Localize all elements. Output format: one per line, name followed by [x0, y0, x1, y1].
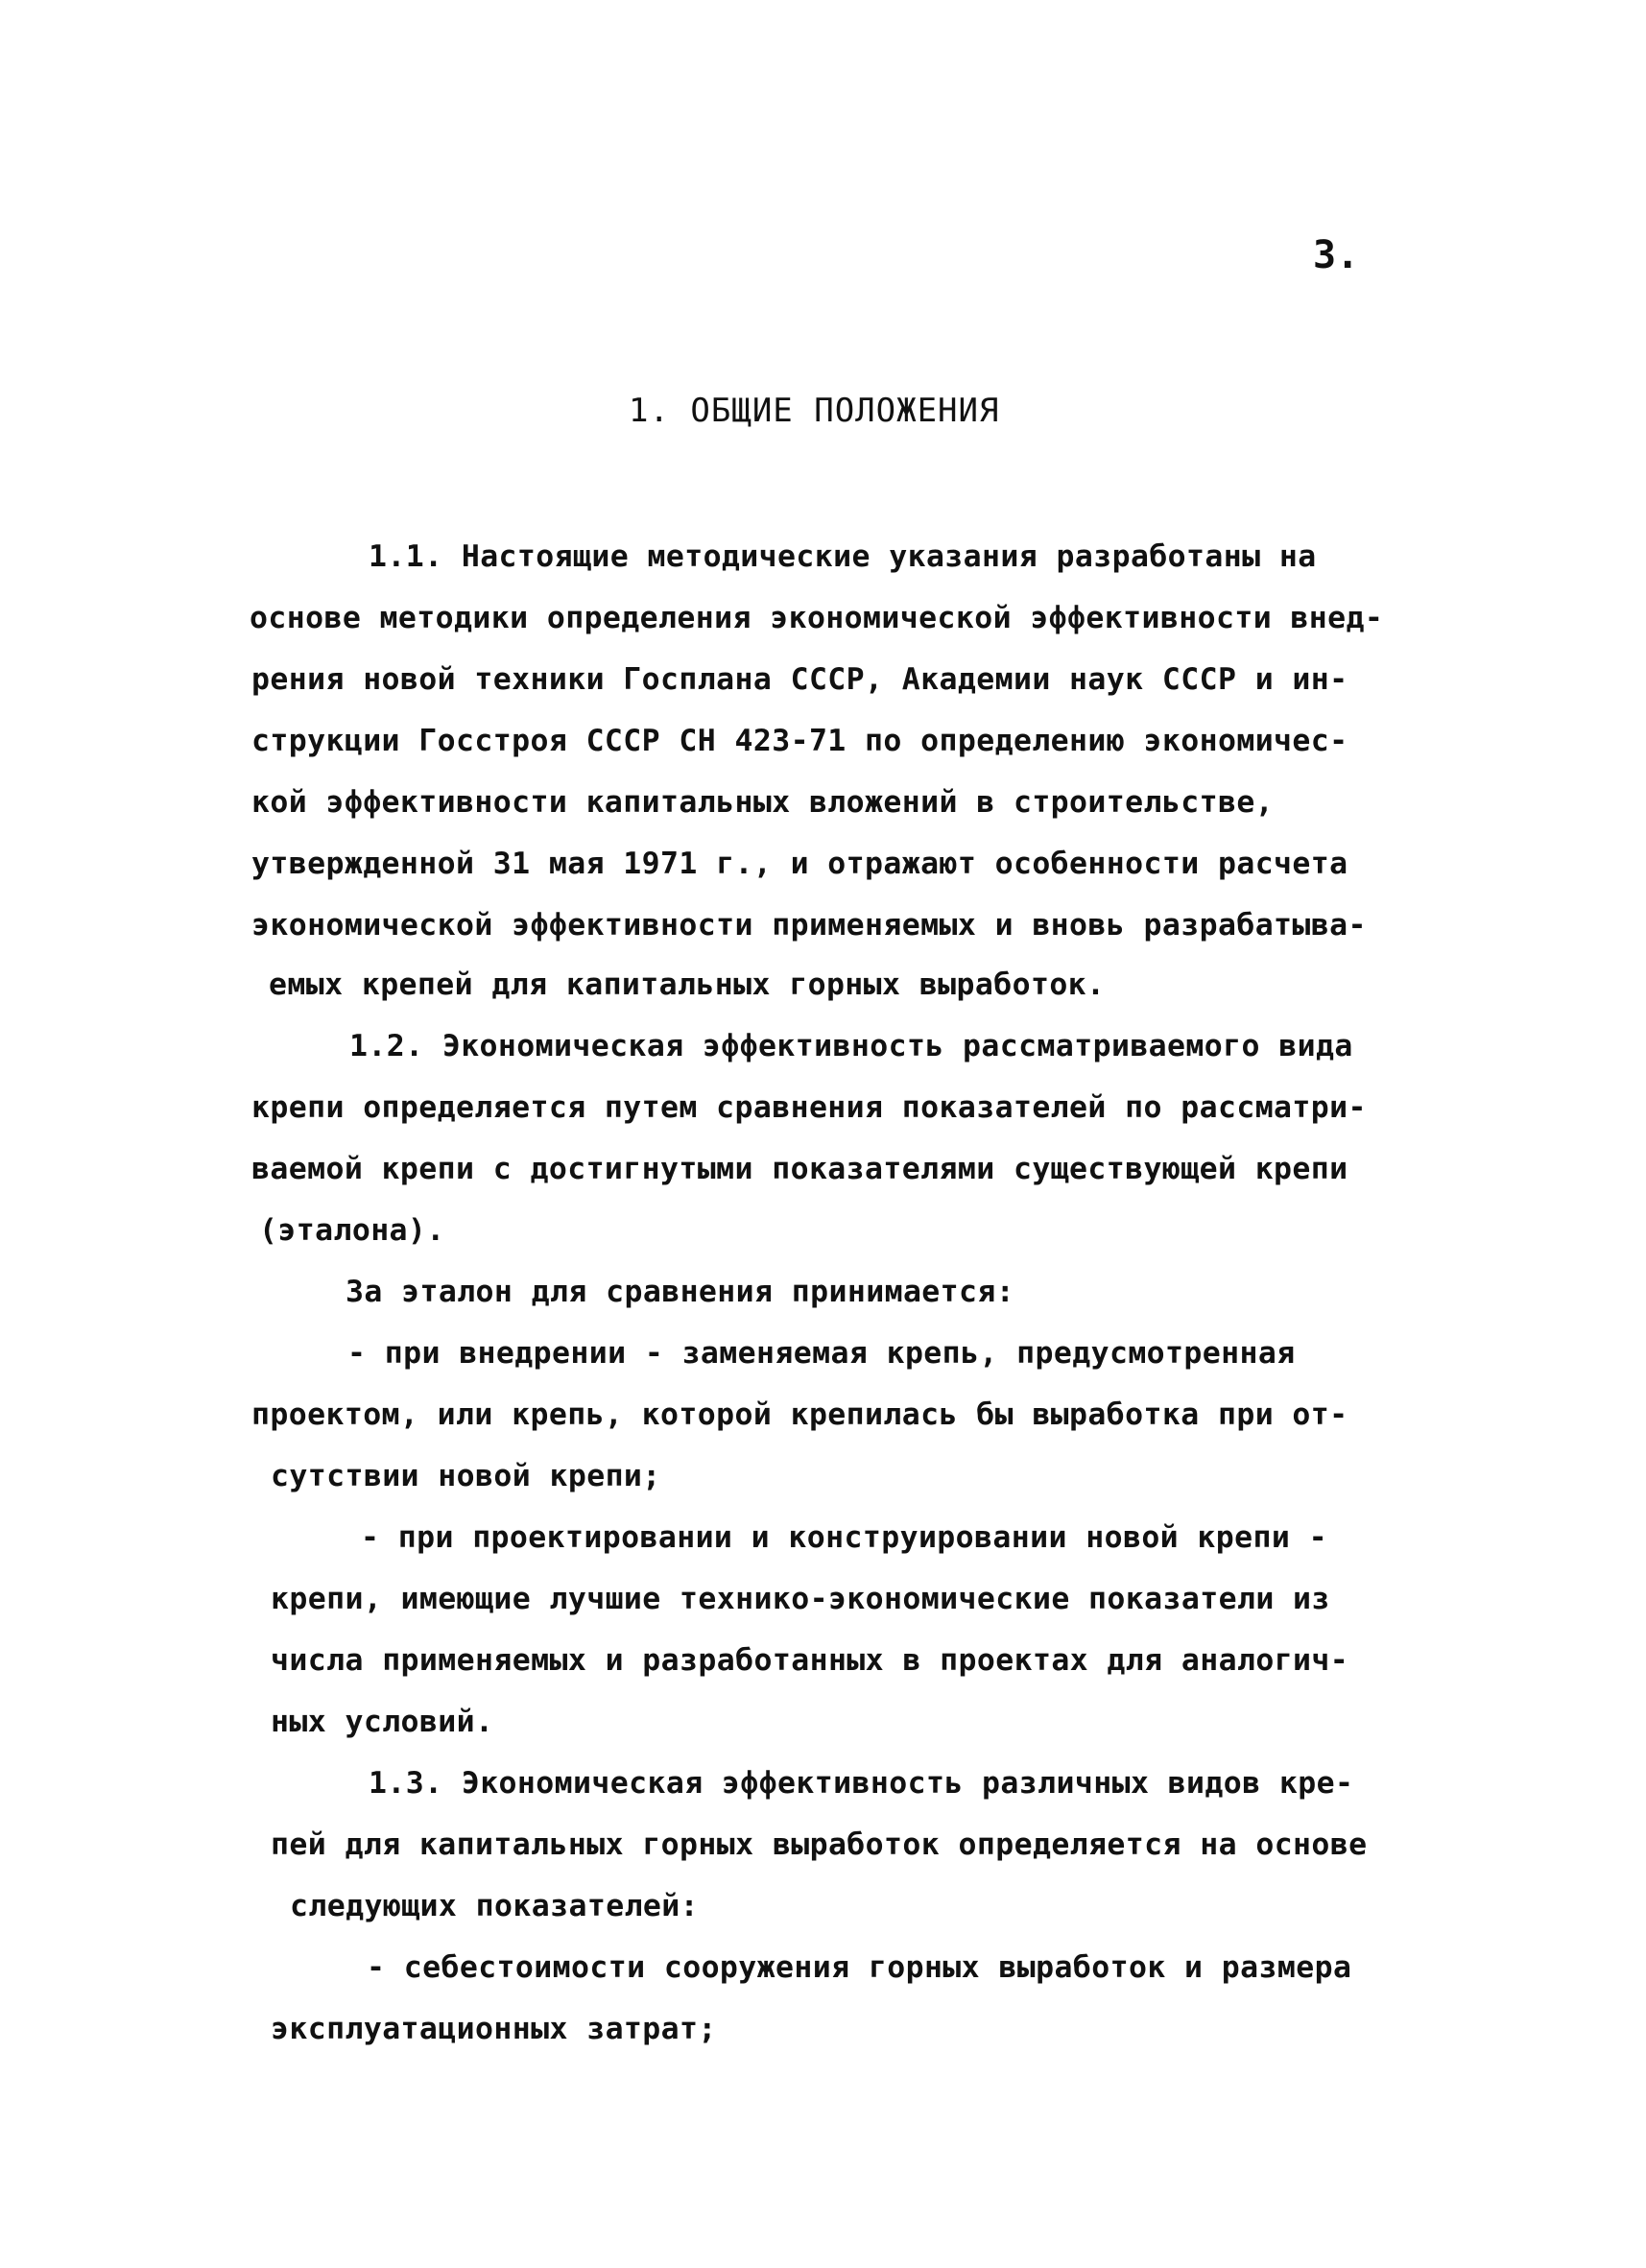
text-line: крепи, имеющие лучшие технико-экономические показатели из — [271, 1582, 1330, 1616]
text-line: ных условий. — [271, 1705, 494, 1739]
text-line: (эталона). — [259, 1213, 445, 1248]
text-line: следующих показателей: — [290, 1889, 700, 1923]
text-line: 1.1. Настоящие методические указания разработаны на — [369, 539, 1317, 574]
text-line: сутствии новой крепи; — [271, 1459, 661, 1493]
text-line: 1.2. Экономическая эффективность рассматриваемого вида — [349, 1029, 1353, 1063]
text-line: - при проектировании и конструировании новой крепи - — [361, 1520, 1327, 1555]
text-line: емых крепей для капитальных горных выработок. — [269, 967, 1106, 1002]
text-line: - при внедрении - заменяемая крепь, предусмотренная — [347, 1336, 1296, 1371]
text-line: ваемой крепи с достигнутыми показателями существующей крепи — [251, 1152, 1348, 1186]
text-line: За эталон для сравнения принимается: — [346, 1275, 1015, 1309]
text-line: эксплуатационных затрат; — [271, 2012, 717, 2046]
section-title: 1. ОБЩИЕ ПОЛОЖЕНИЯ — [629, 392, 1000, 430]
page-number: 3. — [1313, 233, 1360, 277]
text-line: кой эффективности капитальных вложений в строительстве, — [251, 785, 1275, 820]
text-line: основе методики определения экономической эффективности внед- — [250, 601, 1384, 635]
text-line: проектом, или крепь, которой крепилась бы выработка при от- — [251, 1397, 1348, 1432]
text-line: крепи определяется путем сравнения показателей по рассматри- — [251, 1090, 1367, 1125]
text-line: экономической эффективности применяемых и вновь разрабатыва- — [251, 908, 1367, 943]
text-line: рения новой техники Госплана СССР, Академии наук СССР и ин- — [251, 662, 1348, 697]
text-line: - себестоимости сооружения горных выработок и размера — [367, 1950, 1352, 1985]
text-line: пей для капитальных горных выработок определяется на основе — [271, 1827, 1368, 1862]
text-line: струкции Госстроя СССР СН 423-71 по определению экономичес- — [251, 724, 1348, 758]
text-line: числа применяемых и разработанных в проектах для аналогич- — [271, 1643, 1349, 1678]
text-line: утвержденной 31 мая 1971 г., и отражают особенности расчета — [251, 847, 1348, 881]
text-line: 1.3. Экономическая эффективность различных видов кре- — [369, 1766, 1354, 1801]
